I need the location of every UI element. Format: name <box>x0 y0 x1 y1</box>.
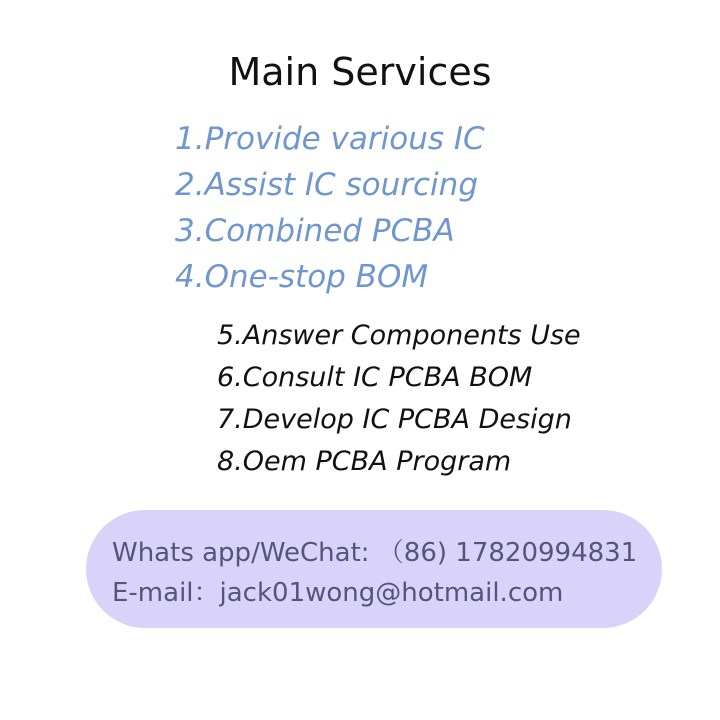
email-contact: E-mail：jack01wong@hotmail.com <box>112 578 564 608</box>
service-item-8: 8.Oem PCBA Program <box>217 446 512 477</box>
service-item-4: 4.One-stop BOM <box>175 259 429 295</box>
service-item-6: 6.Consult IC PCBA BOM <box>217 362 533 393</box>
page-title: Main Services <box>228 50 492 94</box>
service-item-7: 7.Develop IC PCBA Design <box>217 404 572 435</box>
service-item-3: 3.Combined PCBA <box>175 213 455 249</box>
primary-services-list <box>175 116 485 300</box>
contact-panel <box>86 510 662 628</box>
service-item-2: 2.Assist IC sourcing <box>175 167 478 203</box>
whatsapp-wechat-contact: Whats app/WeChat: （86) 17820994831 <box>112 538 638 568</box>
service-item-1: 1.Provide various IC <box>175 121 485 157</box>
service-item-5: 5.Answer Components Use <box>217 320 581 351</box>
secondary-services-list <box>217 315 581 483</box>
